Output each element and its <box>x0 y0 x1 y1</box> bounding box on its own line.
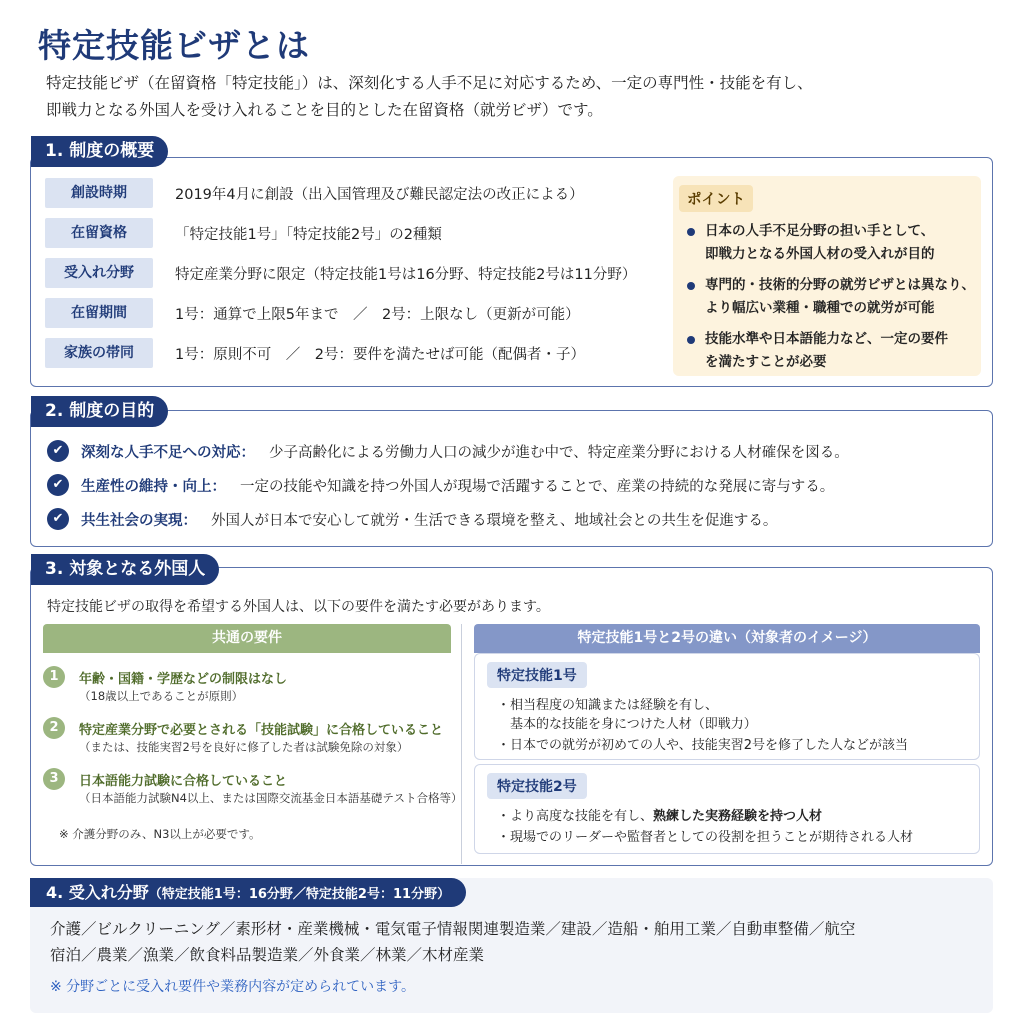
overview-row-label: 受入れ分野 <box>45 258 153 288</box>
purpose-item-text: 一定の技能や知識を持つ外国人が現場で活躍することで、産業の持続的な発展に寄与する。 <box>240 478 835 495</box>
difference-heading: 特定技能1号と2号の違い（対象者のイメージ） <box>474 624 980 653</box>
fields-heading-sub: （特定技能1号：16分野／特定技能2号：11分野） <box>148 887 451 902</box>
check-icon: ✔ <box>47 508 69 530</box>
fields-heading-main: 4. 受入れ分野 <box>46 883 149 902</box>
type1-line: ・日本での就労が初めての人や、技能実習2号を修了した人などが該当 <box>497 738 909 753</box>
overview-row-label: 在留期間 <box>45 298 153 328</box>
common-requirements-heading: 共通の要件 <box>43 624 451 653</box>
column-divider <box>461 624 462 864</box>
point-item <box>687 274 977 320</box>
type1-box <box>474 653 980 760</box>
purpose-item-text: 少子高齢化による労働力人口の減少が進む中で、特定産業分野における人材確保を図る。 <box>269 444 849 461</box>
section-heading-purpose: 2. 制度の目的 <box>31 396 168 427</box>
check-icon: ✔ <box>47 440 69 462</box>
overview-row-label: 家族の帯同 <box>45 338 153 368</box>
point-box <box>673 176 981 376</box>
type1-tag: 特定技能1号 <box>487 662 587 688</box>
point-item-line: 技能水準や日本語能力など、一定の要件 <box>705 331 948 347</box>
type2-line <box>497 805 822 824</box>
requirement-sub: （18歳以上であることが原則） <box>79 689 244 703</box>
fields-list <box>50 916 970 968</box>
requirement-note: ※ 介護分野のみ、N3以上が必要です。 <box>59 827 261 841</box>
section-overview <box>30 141 993 387</box>
intro-text <box>46 70 996 124</box>
overview-row-label: 在留資格 <box>45 218 153 248</box>
purpose-item-text: 外国人が日本で安心して就労・生活できる環境を整え、地域社会との共生を促進する。 <box>211 512 778 529</box>
type1-line: ・相当程度の知識または経験を有し、 <box>497 698 719 713</box>
purpose-item <box>47 439 849 463</box>
purpose-item-title: 生産性の維持・向上： <box>81 478 226 495</box>
point-item-line: を満たすことが必要 <box>705 354 827 370</box>
overview-row-value: 1号：通算で上限5年まで ／ 2号：上限なし（更新が可能） <box>175 306 580 323</box>
section-heading-fields <box>30 878 466 907</box>
requirement-sub: （日本語能力試験N4以上、または国際交流基金日本語基礎テスト合格等） <box>79 791 463 805</box>
type2-line: ・現場でのリーダーや監督者としての役割を担うことが期待される人材 <box>497 830 914 845</box>
point-item-line: 日本の人手不足分野の担い手として、 <box>705 223 935 239</box>
point-item-line: 即戦力となる外国人材の受入れが目的 <box>705 246 935 262</box>
type2-line-emphasis: 熟練した実務経験を持つ人材 <box>653 809 823 824</box>
purpose-item-title: 共生社会の実現： <box>81 512 197 529</box>
overview-row-value: 2019年4月に創設（出入国管理及び難民認定法の改正による） <box>175 186 584 203</box>
page-title: 特定技能ビザとは <box>38 26 310 65</box>
section-fields <box>30 878 993 1013</box>
type2-line-prefix: ・より高度な技能を有し、 <box>497 809 654 824</box>
type1-line: 基本的な技能を身につけた人材（即戦力） <box>497 717 757 732</box>
type2-box <box>474 764 980 854</box>
section-heading-target: 3. 対象となる外国人 <box>31 554 219 585</box>
overview-row <box>45 178 584 208</box>
overview-row-value: 「特定技能1号」「特定技能2号」の2種類 <box>175 226 442 243</box>
overview-row <box>45 338 585 368</box>
number-badge: 3 <box>43 768 65 790</box>
point-item <box>687 328 977 374</box>
fields-line: 介護／ビルクリーニング／素形材・産業機械・電気電子情報関連製造業／建設／造船・舶用工業／自動車整備／航空 <box>50 920 856 938</box>
section-heading-overview: 1. 制度の概要 <box>31 136 168 167</box>
overview-row-value: 1号：原則不可 ／ 2号：要件を満たせば可能（配偶者・子） <box>175 346 585 363</box>
section-target <box>30 559 993 866</box>
fields-note: ※ 分野ごとに受入れ要件や業務内容が定められています。 <box>50 979 416 995</box>
point-title: ポイント <box>679 185 753 212</box>
purpose-item-title: 深刻な人手不足への対応： <box>81 444 255 461</box>
section-purpose <box>30 401 993 547</box>
overview-row <box>45 298 580 328</box>
requirement-title: 日本語能力試験に合格していること <box>79 774 288 789</box>
target-intro: 特定技能ビザの取得を希望する外国人は、以下の要件を満たす必要があります。 <box>47 599 550 615</box>
requirement-title: 特定産業分野で必要とされる「技能試験」に合格していること <box>79 723 444 738</box>
point-item-line: より幅広い業種・職種での就労が可能 <box>705 300 935 316</box>
point-item-line: 専門的・技術的分野の就労ビザとは異なり、 <box>705 277 975 293</box>
overview-row <box>45 258 636 288</box>
fields-line: 宿泊／農業／漁業／飲食料品製造業／外食業／林業／木材産業 <box>50 946 485 964</box>
overview-row <box>45 218 442 248</box>
type2-tag: 特定技能2号 <box>487 773 587 799</box>
intro-line-2: 即戦力となる外国人を受け入れることを目的とした在留資格（就労ビザ）です。 <box>46 101 603 119</box>
intro-line-1: 特定技能ビザ（在留資格「特定技能」）は、深刻化する人手不足に対応するため、一定の専門性・技能を有し、 <box>46 74 813 92</box>
purpose-item <box>47 473 834 497</box>
purpose-item <box>47 507 777 531</box>
number-badge: 1 <box>43 666 65 688</box>
overview-row-value: 特定産業分野に限定（特定技能1号は16分野、特定技能2号は11分野） <box>175 266 637 283</box>
requirement-sub: （または、技能実習2号を良好に修了した者は試験免除の対象） <box>79 740 409 754</box>
number-badge: 2 <box>43 717 65 739</box>
check-icon: ✔ <box>47 474 69 496</box>
overview-row-label: 創設時期 <box>45 178 153 208</box>
point-item <box>687 220 977 266</box>
requirement-title: 年齢・国籍・学歴などの制限はなし <box>79 672 288 687</box>
